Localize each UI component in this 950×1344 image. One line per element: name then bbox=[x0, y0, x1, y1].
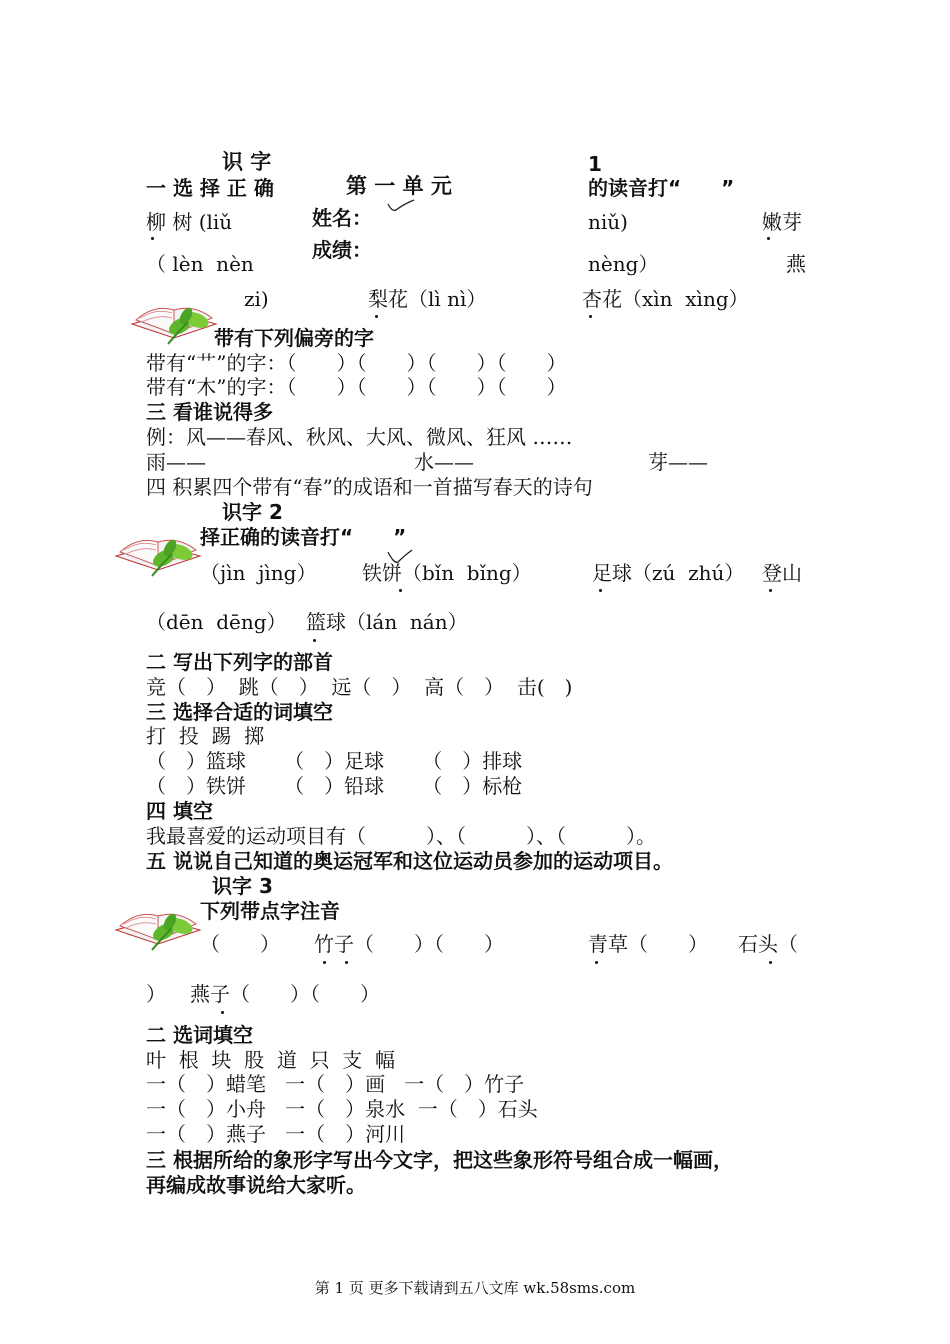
q1-row2-a: （ lèn nèn bbox=[146, 252, 254, 276]
l2-q3-title: 三 选择合适的词填空 bbox=[146, 700, 333, 724]
check-mark-icon bbox=[386, 196, 416, 216]
l3-q1-row1-a: （ ） bbox=[200, 932, 280, 956]
l2-q1-row1-d: 登山 bbox=[762, 561, 802, 585]
q1-row2-b: nèng） bbox=[588, 252, 659, 276]
q1-row1-a: 柳 树 (liǔ bbox=[146, 210, 233, 234]
q1-row1-b: niǔ) bbox=[588, 210, 628, 234]
l3-q2-title: 二 选词填空 bbox=[146, 1023, 253, 1047]
l3-q3-line2: 再编成故事说给大家听。 bbox=[146, 1173, 366, 1197]
l2-q1-row1-a: （jìn jìng） bbox=[200, 561, 317, 585]
l2-q3-line2: （ ）铁饼 （ ）铅球 （ ）标枪 bbox=[146, 774, 523, 798]
l2-q3-line1: （ ）篮球 （ ）足球 （ ）排球 bbox=[146, 749, 523, 773]
q1-row3-c: 杏花（xìn xìng） bbox=[582, 287, 749, 311]
q3-rain: 雨—— bbox=[146, 450, 206, 474]
q3-sprout: 芽—— bbox=[648, 450, 708, 474]
l2-q1-row1-c: 足球（zú zhú） bbox=[592, 561, 745, 585]
book-leaf-icon bbox=[112, 518, 204, 578]
l2-q1-row1-b: 铁饼（bǐn bǐng） bbox=[362, 561, 532, 585]
l3-q1-row1-c: 青草（ ） bbox=[588, 932, 708, 956]
q1-title-left: 一 选 择 正 确 bbox=[146, 176, 274, 200]
q1-row1-c: 嫩芽 bbox=[762, 210, 802, 234]
l2-q3-words: 打 投 踢 掷 bbox=[146, 724, 265, 748]
l2-q4-line: 我最喜爱的运动项目有（ ）、（ ）、（ ）。 bbox=[146, 824, 656, 848]
l2-q1-title: 择正确的读音打“ ” bbox=[200, 525, 407, 549]
q2-title: 带有下列偏旁的字 bbox=[214, 326, 374, 350]
l2-q2-title: 二 写出下列字的部首 bbox=[146, 650, 333, 674]
score-label: 成绩： bbox=[312, 238, 372, 262]
l3-q3-line1: 三 根据所给的象形字写出今文字，把这些象形符号组合成一幅画， bbox=[146, 1148, 733, 1172]
l3-q1-title: 下列带点字注音 bbox=[200, 899, 340, 923]
l3-q1-row2-b: 燕子（ ）（ ） bbox=[190, 982, 380, 1006]
page-footer: 第 1 页 更多下载请到五八文库 wk.58sms.com bbox=[314, 1279, 636, 1297]
q3-example: 例：风——春风、秋风、大风、微风、狂风 …… bbox=[146, 425, 573, 449]
q2-line1: 带有“艹”的字：（ ）（ ）（ ）（ ） bbox=[146, 351, 567, 375]
lesson-number: 1 bbox=[588, 152, 602, 176]
lesson2-title: 识字 2 bbox=[222, 500, 283, 524]
q3-water: 水—— bbox=[414, 450, 474, 474]
l3-q1-row1-d: 石头（ bbox=[738, 932, 798, 956]
book-leaf-icon bbox=[112, 892, 204, 952]
l3-q2-words: 叶 根 块 股 道 只 支 幅 bbox=[146, 1048, 396, 1072]
lesson3-title: 识字 3 bbox=[212, 874, 273, 898]
l3-q2-line1: 一（ ）蜡笔 一（ ）画 一（ ）竹子 bbox=[146, 1072, 525, 1096]
l2-q4-title: 四 填空 bbox=[146, 799, 213, 823]
q1-title-right: 的读音打“ ” bbox=[588, 176, 735, 200]
book-leaf-icon bbox=[128, 286, 220, 346]
name-label: 姓名： bbox=[312, 206, 372, 230]
q1-row3-a: zi) bbox=[244, 287, 269, 311]
l2-q5-line: 五 说说自己知道的奥运冠军和这位运动员参加的运动项目。 bbox=[146, 849, 673, 873]
q3-title: 三 看谁说得多 bbox=[146, 400, 273, 424]
q2-line2: 带有“木”的字：（ ）（ ）（ ）（ ） bbox=[146, 375, 567, 399]
l3-q1-row2-a: ） bbox=[146, 982, 166, 1006]
l2-q1-row2-b: 篮球（lán nán） bbox=[306, 610, 468, 634]
l2-q1-row2-a: （dēn dēng） bbox=[146, 610, 287, 634]
q1-row3-b: 梨花（lì nì） bbox=[368, 287, 487, 311]
q4-line: 四 积累四个带有“春”的成语和一首描写春天的诗句 bbox=[146, 475, 593, 499]
l3-q2-line2: 一（ ）小舟 一（ ）泉水 一（ ）石头 bbox=[146, 1097, 538, 1121]
l2-q2-line: 竞（ ） 跳（ ） 远（ ） 高（ ） 击( ) bbox=[146, 675, 573, 699]
q1-row2-c: 燕 bbox=[786, 252, 806, 276]
lesson-title: 识 字 bbox=[222, 150, 272, 174]
l3-q1-row1-b: 竹子（ ）（ ） bbox=[314, 932, 504, 956]
unit-title: 第 一 单 元 bbox=[346, 174, 452, 198]
l3-q2-line3: 一（ ）燕子 一（ ）河川 bbox=[146, 1122, 406, 1146]
